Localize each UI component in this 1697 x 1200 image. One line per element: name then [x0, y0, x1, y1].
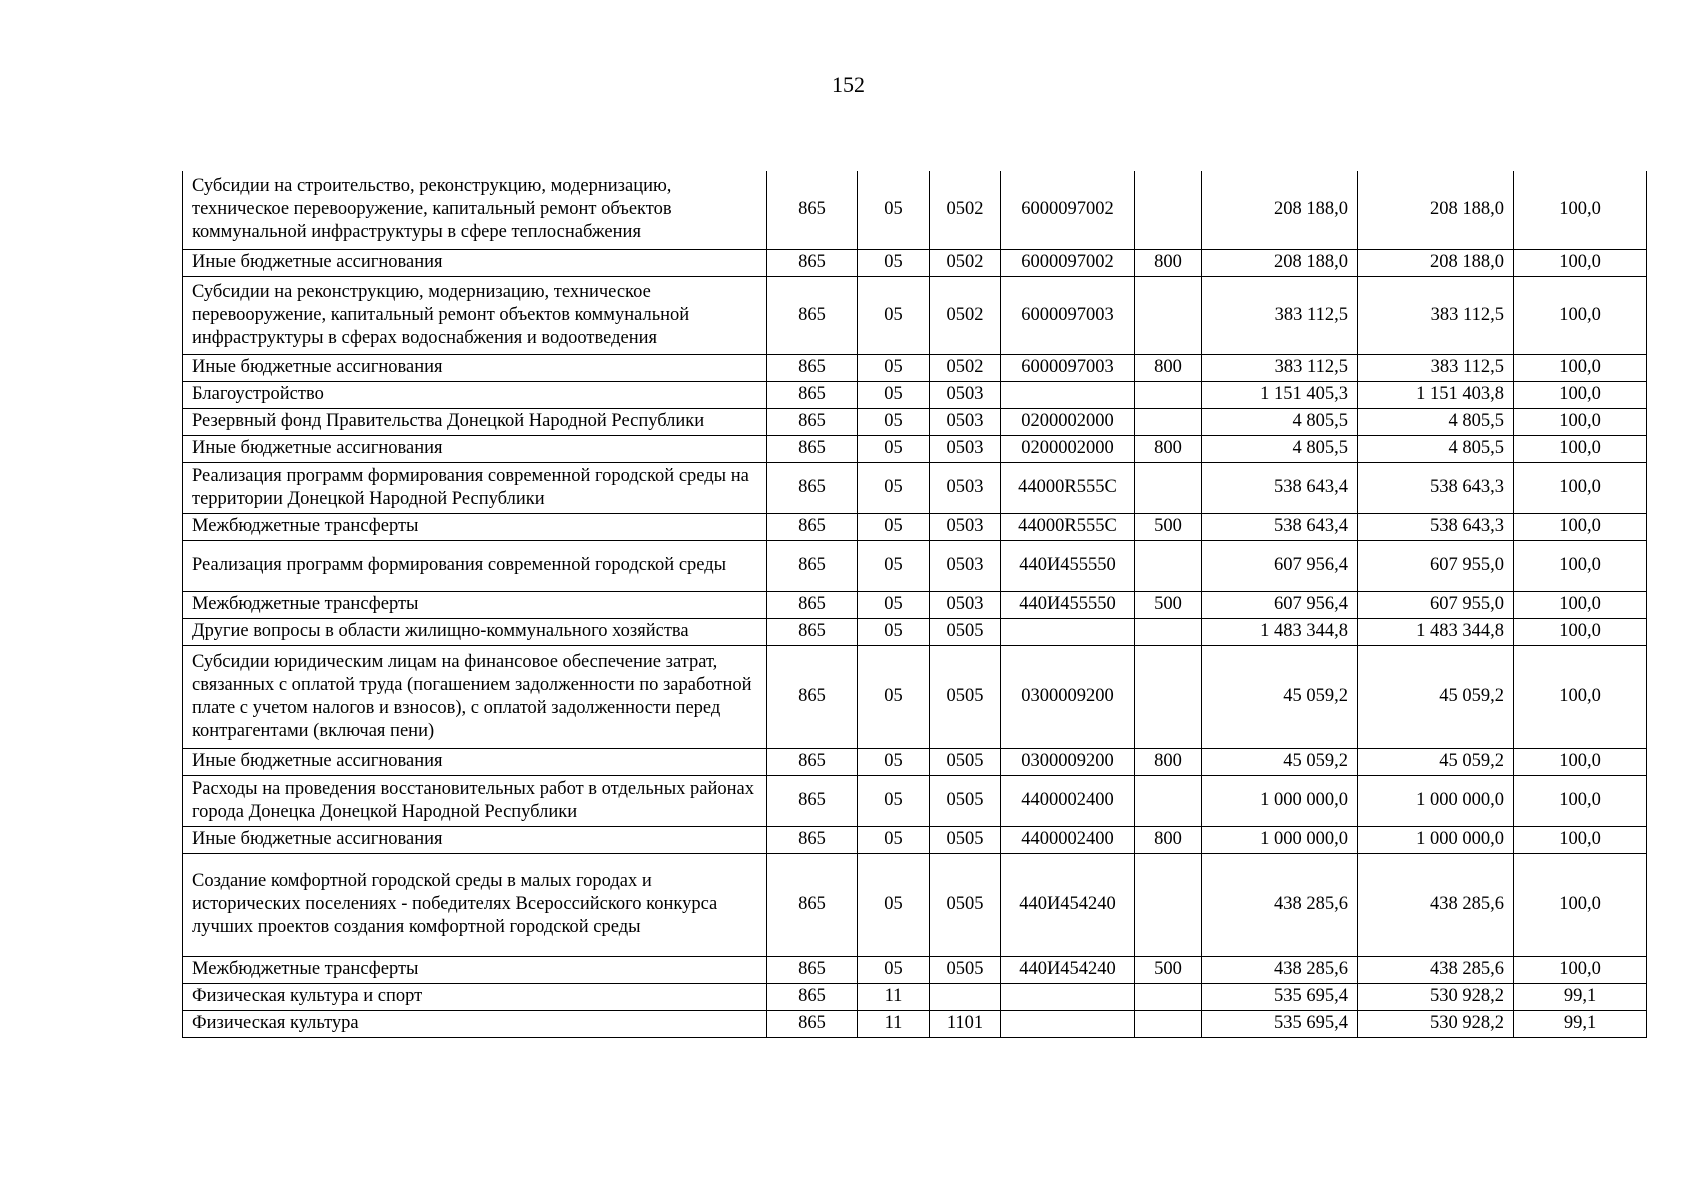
expense-type-code	[1135, 540, 1202, 591]
planned-amount: 45 059,2	[1202, 645, 1358, 748]
expense-type-code: 800	[1135, 249, 1202, 276]
target-article-code: 440И455550	[1001, 540, 1135, 591]
planned-amount: 538 643,4	[1202, 462, 1358, 513]
target-article-code	[1001, 1010, 1135, 1037]
actual-amount: 607 955,0	[1358, 591, 1514, 618]
planned-amount: 438 285,6	[1202, 956, 1358, 983]
planned-amount: 45 059,2	[1202, 748, 1358, 775]
expense-type-code: 800	[1135, 748, 1202, 775]
subsection-code: 1101	[930, 1010, 1001, 1037]
subsection-code: 0505	[930, 826, 1001, 853]
actual-amount: 438 285,6	[1358, 853, 1514, 956]
actual-amount: 538 643,3	[1358, 462, 1514, 513]
row-title: Другие вопросы в области жилищно-коммунального хозяйства	[183, 618, 767, 645]
table-row	[183, 276, 1647, 354]
expense-type-code	[1135, 983, 1202, 1010]
target-article-code: 6000097002	[1001, 249, 1135, 276]
execution-percent: 100,0	[1514, 591, 1647, 618]
expense-type-code	[1135, 408, 1202, 435]
ministry-code: 865	[767, 775, 858, 826]
expense-type-code: 500	[1135, 513, 1202, 540]
actual-amount: 4 805,5	[1358, 435, 1514, 462]
expense-type-code: 800	[1135, 826, 1202, 853]
table-row	[183, 171, 1647, 249]
planned-amount: 1 483 344,8	[1202, 618, 1358, 645]
section-code: 05	[858, 513, 930, 540]
expense-type-code: 500	[1135, 956, 1202, 983]
ministry-code: 865	[767, 462, 858, 513]
ministry-code: 865	[767, 853, 858, 956]
row-title: Иные бюджетные ассигнования	[183, 748, 767, 775]
planned-amount: 383 112,5	[1202, 276, 1358, 354]
section-code: 05	[858, 591, 930, 618]
section-code: 11	[858, 1010, 930, 1037]
execution-percent: 100,0	[1514, 435, 1647, 462]
table-row	[183, 983, 1647, 1010]
execution-percent: 100,0	[1514, 775, 1647, 826]
execution-percent: 100,0	[1514, 540, 1647, 591]
subsection-code: 0502	[930, 249, 1001, 276]
row-title: Межбюджетные трансферты	[183, 956, 767, 983]
section-code: 05	[858, 826, 930, 853]
section-code: 05	[858, 462, 930, 513]
target-article-code: 4400002400	[1001, 775, 1135, 826]
table-row	[183, 462, 1647, 513]
actual-amount: 538 643,3	[1358, 513, 1514, 540]
target-article-code	[1001, 618, 1135, 645]
table-row	[183, 645, 1647, 748]
execution-percent: 100,0	[1514, 956, 1647, 983]
subsection-code	[930, 983, 1001, 1010]
ministry-code: 865	[767, 540, 858, 591]
row-title: Создание комфортной городской среды в малых городах и исторических поселениях - победителях Всероссийского конкурса лучших проектов создания комфортной городской среды	[183, 853, 767, 956]
section-code: 05	[858, 381, 930, 408]
execution-percent: 100,0	[1514, 513, 1647, 540]
execution-percent: 100,0	[1514, 381, 1647, 408]
ministry-code: 865	[767, 645, 858, 748]
row-title: Субсидии на реконструкцию, модернизацию, техническое перевооружение, капитальный ремонт объектов коммунальной инфраструктуры в сферах водоснабжения и водоотведения	[183, 276, 767, 354]
ministry-code: 865	[767, 748, 858, 775]
row-title: Реализация программ формирования современной городской среды на территории Донецкой Народной Республики	[183, 462, 767, 513]
planned-amount: 1 151 405,3	[1202, 381, 1358, 408]
ministry-code: 865	[767, 618, 858, 645]
table-row	[183, 1010, 1647, 1037]
actual-amount: 438 285,6	[1358, 956, 1514, 983]
section-code: 05	[858, 540, 930, 591]
execution-percent: 99,1	[1514, 983, 1647, 1010]
subsection-code: 0503	[930, 513, 1001, 540]
row-title: Субсидии юридическим лицам на финансовое обеспечение затрат, связанных с оплатой труда (погашением задолженности по заработной плате с учетом налогов и взносов), с оплатой задолженности перед контрагентами (включая пени)	[183, 645, 767, 748]
section-code: 05	[858, 435, 930, 462]
subsection-code: 0502	[930, 171, 1001, 249]
execution-percent: 100,0	[1514, 171, 1647, 249]
target-article-code: 440И455550	[1001, 591, 1135, 618]
execution-percent: 100,0	[1514, 249, 1647, 276]
section-code: 05	[858, 618, 930, 645]
execution-percent: 100,0	[1514, 645, 1647, 748]
execution-percent: 100,0	[1514, 408, 1647, 435]
actual-amount: 530 928,2	[1358, 983, 1514, 1010]
budget-table	[182, 171, 1647, 1038]
planned-amount: 607 956,4	[1202, 591, 1358, 618]
actual-amount: 45 059,2	[1358, 645, 1514, 748]
target-article-code: 0200002000	[1001, 408, 1135, 435]
subsection-code: 0503	[930, 381, 1001, 408]
target-article-code: 6000097003	[1001, 354, 1135, 381]
subsection-code: 0503	[930, 408, 1001, 435]
execution-percent: 100,0	[1514, 853, 1647, 956]
ministry-code: 865	[767, 983, 858, 1010]
actual-amount: 607 955,0	[1358, 540, 1514, 591]
section-code: 11	[858, 983, 930, 1010]
subsection-code: 0505	[930, 618, 1001, 645]
table-row	[183, 435, 1647, 462]
actual-amount: 1 000 000,0	[1358, 826, 1514, 853]
section-code: 05	[858, 276, 930, 354]
row-title: Физическая культура и спорт	[183, 983, 767, 1010]
subsection-code: 0503	[930, 435, 1001, 462]
subsection-code: 0502	[930, 354, 1001, 381]
actual-amount: 45 059,2	[1358, 748, 1514, 775]
actual-amount: 1 483 344,8	[1358, 618, 1514, 645]
table-row	[183, 748, 1647, 775]
subsection-code: 0505	[930, 775, 1001, 826]
planned-amount: 538 643,4	[1202, 513, 1358, 540]
execution-percent: 100,0	[1514, 618, 1647, 645]
expense-type-code	[1135, 645, 1202, 748]
target-article-code: 6000097002	[1001, 171, 1135, 249]
planned-amount: 208 188,0	[1202, 171, 1358, 249]
ministry-code: 865	[767, 435, 858, 462]
execution-percent: 100,0	[1514, 748, 1647, 775]
planned-amount: 4 805,5	[1202, 435, 1358, 462]
table-row	[183, 540, 1647, 591]
row-title: Иные бюджетные ассигнования	[183, 354, 767, 381]
subsection-code: 0503	[930, 591, 1001, 618]
expense-type-code	[1135, 171, 1202, 249]
row-title: Благоустройство	[183, 381, 767, 408]
execution-percent: 100,0	[1514, 826, 1647, 853]
ministry-code: 865	[767, 826, 858, 853]
actual-amount: 208 188,0	[1358, 171, 1514, 249]
expense-type-code	[1135, 618, 1202, 645]
table-row	[183, 618, 1647, 645]
target-article-code: 0200002000	[1001, 435, 1135, 462]
expense-type-code	[1135, 775, 1202, 826]
subsection-code: 0505	[930, 748, 1001, 775]
target-article-code: 4400002400	[1001, 826, 1135, 853]
actual-amount: 1 151 403,8	[1358, 381, 1514, 408]
row-title: Иные бюджетные ассигнования	[183, 249, 767, 276]
ministry-code: 865	[767, 513, 858, 540]
planned-amount: 208 188,0	[1202, 249, 1358, 276]
table-row	[183, 249, 1647, 276]
table-row	[183, 381, 1647, 408]
section-code: 05	[858, 249, 930, 276]
expense-type-code	[1135, 276, 1202, 354]
ministry-code: 865	[767, 956, 858, 983]
subsection-code: 0505	[930, 956, 1001, 983]
ministry-code: 865	[767, 381, 858, 408]
expense-type-code	[1135, 462, 1202, 513]
ministry-code: 865	[767, 249, 858, 276]
actual-amount: 1 000 000,0	[1358, 775, 1514, 826]
execution-percent: 99,1	[1514, 1010, 1647, 1037]
target-article-code	[1001, 381, 1135, 408]
target-article-code: 44000R555C	[1001, 513, 1135, 540]
planned-amount: 438 285,6	[1202, 853, 1358, 956]
row-title: Расходы на проведения восстановительных работ в отдельных районах города Донецка Донецкой Народной Республики	[183, 775, 767, 826]
expense-type-code	[1135, 381, 1202, 408]
ministry-code: 865	[767, 171, 858, 249]
planned-amount: 1 000 000,0	[1202, 826, 1358, 853]
table-row	[183, 826, 1647, 853]
section-code: 05	[858, 171, 930, 249]
expense-type-code	[1135, 1010, 1202, 1037]
target-article-code: 0300009200	[1001, 748, 1135, 775]
subsection-code: 0502	[930, 276, 1001, 354]
subsection-code: 0505	[930, 853, 1001, 956]
actual-amount: 530 928,2	[1358, 1010, 1514, 1037]
target-article-code: 0300009200	[1001, 645, 1135, 748]
table-row	[183, 513, 1647, 540]
actual-amount: 383 112,5	[1358, 276, 1514, 354]
section-code: 05	[858, 775, 930, 826]
actual-amount: 208 188,0	[1358, 249, 1514, 276]
target-article-code: 440И454240	[1001, 956, 1135, 983]
ministry-code: 865	[767, 354, 858, 381]
section-code: 05	[858, 645, 930, 748]
row-title: Иные бюджетные ассигнования	[183, 826, 767, 853]
ministry-code: 865	[767, 1010, 858, 1037]
table-row	[183, 775, 1647, 826]
planned-amount: 4 805,5	[1202, 408, 1358, 435]
ministry-code: 865	[767, 591, 858, 618]
page-number: 152	[832, 72, 865, 97]
table-row	[183, 591, 1647, 618]
planned-amount: 383 112,5	[1202, 354, 1358, 381]
row-title: Реализация программ формирования современной городской среды	[183, 540, 767, 591]
planned-amount: 607 956,4	[1202, 540, 1358, 591]
planned-amount: 535 695,4	[1202, 983, 1358, 1010]
table-row	[183, 853, 1647, 956]
execution-percent: 100,0	[1514, 354, 1647, 381]
ministry-code: 865	[767, 276, 858, 354]
row-title: Физическая культура	[183, 1010, 767, 1037]
table-row	[183, 956, 1647, 983]
section-code: 05	[858, 408, 930, 435]
row-title: Резервный фонд Правительства Донецкой Народной Республики	[183, 408, 767, 435]
table-row	[183, 354, 1647, 381]
target-article-code	[1001, 983, 1135, 1010]
row-title: Субсидии на строительство, реконструкцию, модернизацию, техническое перевооружение, капитальный ремонт объектов коммунальной инфраструктуры в сфере теплоснабжения	[183, 171, 767, 249]
section-code: 05	[858, 748, 930, 775]
ministry-code: 865	[767, 408, 858, 435]
subsection-code: 0503	[930, 540, 1001, 591]
actual-amount: 383 112,5	[1358, 354, 1514, 381]
section-code: 05	[858, 354, 930, 381]
row-title: Межбюджетные трансферты	[183, 591, 767, 618]
target-article-code: 6000097003	[1001, 276, 1135, 354]
table-row	[183, 408, 1647, 435]
row-title: Иные бюджетные ассигнования	[183, 435, 767, 462]
section-code: 05	[858, 853, 930, 956]
expense-type-code: 500	[1135, 591, 1202, 618]
planned-amount: 535 695,4	[1202, 1010, 1358, 1037]
expense-type-code: 800	[1135, 435, 1202, 462]
planned-amount: 1 000 000,0	[1202, 775, 1358, 826]
target-article-code: 440И454240	[1001, 853, 1135, 956]
expense-type-code	[1135, 853, 1202, 956]
execution-percent: 100,0	[1514, 462, 1647, 513]
subsection-code: 0505	[930, 645, 1001, 748]
expense-type-code: 800	[1135, 354, 1202, 381]
row-title: Межбюджетные трансферты	[183, 513, 767, 540]
target-article-code: 44000R555C	[1001, 462, 1135, 513]
actual-amount: 4 805,5	[1358, 408, 1514, 435]
subsection-code: 0503	[930, 462, 1001, 513]
section-code: 05	[858, 956, 930, 983]
execution-percent: 100,0	[1514, 276, 1647, 354]
